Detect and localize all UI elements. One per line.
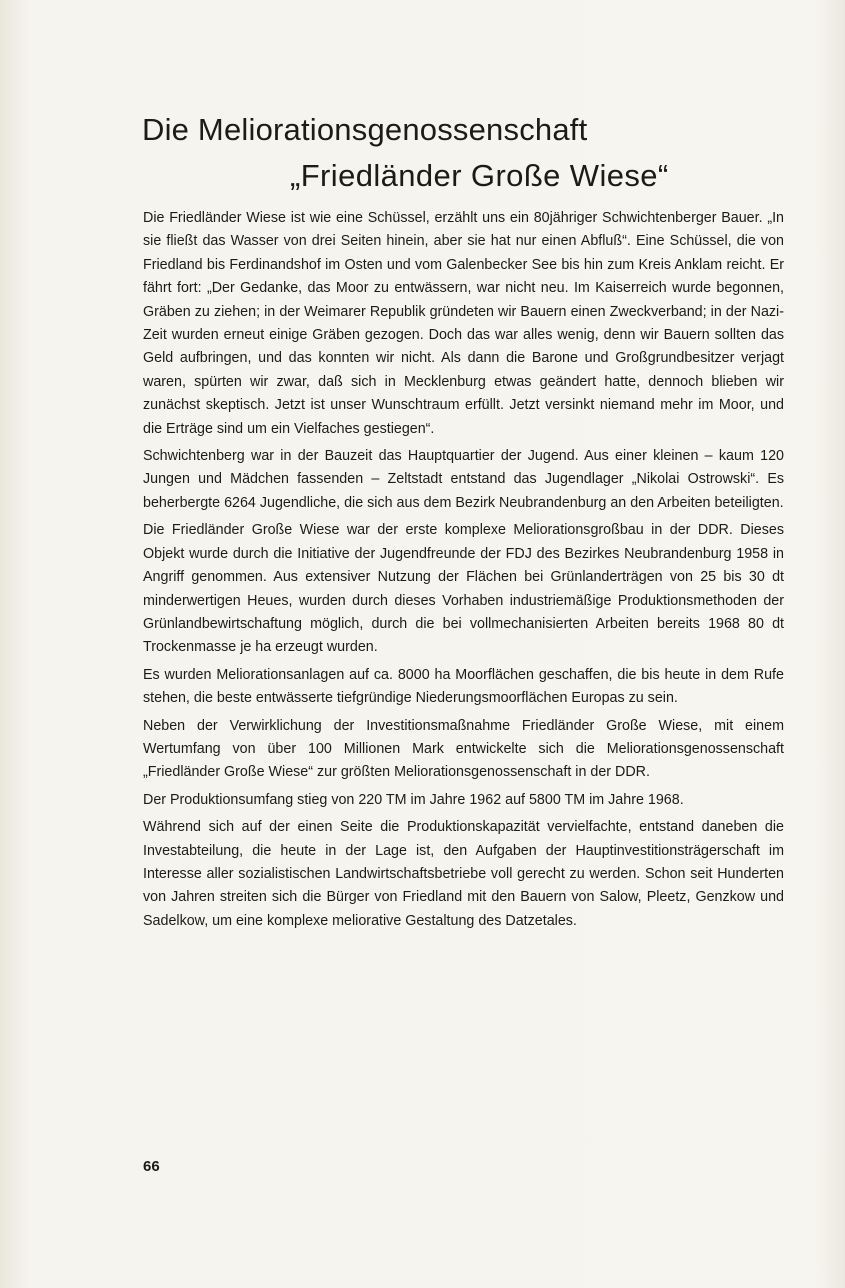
paragraph: Neben der Verwirklichung der Investitionsmaßnahme Friedländer Große Wiese, mit einem Wertumfang von über 100 Millionen Mark entwickelte sich die Meliorationsgenossenschaft „Friedländer Große Wiese“ zur größten Meliorationsgenossenschaft in der DDR. (143, 717, 784, 781)
paragraph: Die Friedländer Große Wiese war der erste komplexe Meliorationsgroßbau in der DDR. Dieses Objekt wurde durch die Initiative der Jugendfreunde der FDJ des Bezirkes Neubrandenburg 1958 in Angriff genommen. Aus extensiver Nutzung der Flächen bei Grünlanderträgen von 25 bis 30 dt minderwertigen Heues, wurden durch dieses Vorhaben industriemäßige Produktionsmethoden der Grünlandbewirtschaftung möglich, durch die bei vollmechanisierten Arbeiten bereits 1968 80 dt Trockenmasse je ha erzeugt wurden. (143, 522, 784, 656)
page-number: 66 (143, 1158, 160, 1175)
paragraph: Es wurden Meliorationsanlagen auf ca. 8000 ha Moorflächen geschaffen, die bis heute in dem Rufe stehen, die beste entwässerte tiefgründige Niederungsmoorflächen Europas zu sein. (143, 666, 784, 707)
paragraph: Schwichtenberg war in der Bauzeit das Hauptquartier der Jugend. Aus einer kleinen – kaum 120 Jungen und Mädchen fassenden – Zeltstadt entstand das Jugendlager „Nikolai Ostrowski“. Es beherbergte 6264 Jugendliche, die sich aus dem Bezirk Neubrandenburg an den Arbeiten beteiligten. (143, 448, 784, 511)
page-title-line-1: Die Meliorationsgenossenschaft (142, 112, 588, 147)
paragraph: Die Friedländer Wiese ist wie eine Schüssel, erzählt uns ein 80jähriger Schwichtenberger Bauer. „In sie fließt das Wasser von drei Seiten hinein, aber sie hat nur einen Abfluß“. Eine Schüssel, die von Friedland bis Ferdinandshof im Osten und vom Galenbecker See bis hin zum Kreis Anklam reicht. Er fährt fort: „Der Gedanke, das Moor zu entwässern, war nicht neu. Im Kaiserreich wurde begonnen, Gräben zu ziehen; in der Weimarer Republik gründeten wir Bauern einen Zweckverband; in der Nazi-Zeit wurden erneut einige Gräben gezogen. Doch das war alles wenig, denn wir Bauern sollten das Geld aufbringen, und das konnten wir nicht. Als dann die Barone und Großgrundbesitzer verjagt waren, spürten wir zwar, daß sich in Mecklenburg etwas geändert hatte, dennoch blieben wir zunächst skeptisch. Jetzt ist unser Wunschtraum erfüllt. Jetzt versinkt niemand mehr im Moor, und die Erträge sind um ein Vielfaches gestiegen“. (143, 210, 784, 437)
body-text (143, 207, 784, 937)
paragraph: Während sich auf der einen Seite die Produktionskapazität vervielfachte, entstand daneben die Investabteilung, die heute in der Lage ist, den Aufgaben der Hauptinvestitionsträgerschaft im Interesse aller sozialistischen Landwirtschaftsbetriebe voll gerecht zu werden. Schon seit Hunderten von Jahren streiten sich die Bürger von Friedland mit den Bauern von Salow, Pleetz, Genzkow und Sadelkow, um eine komplexe meliorative Gestaltung des Datzetales. (143, 819, 784, 929)
page-title-line-2: „Friedländer Große Wiese“ (290, 158, 669, 193)
paragraph: Der Produktionsumfang stieg von 220 TM im Jahre 1962 auf 5800 TM im Jahre 1968. (143, 791, 684, 808)
